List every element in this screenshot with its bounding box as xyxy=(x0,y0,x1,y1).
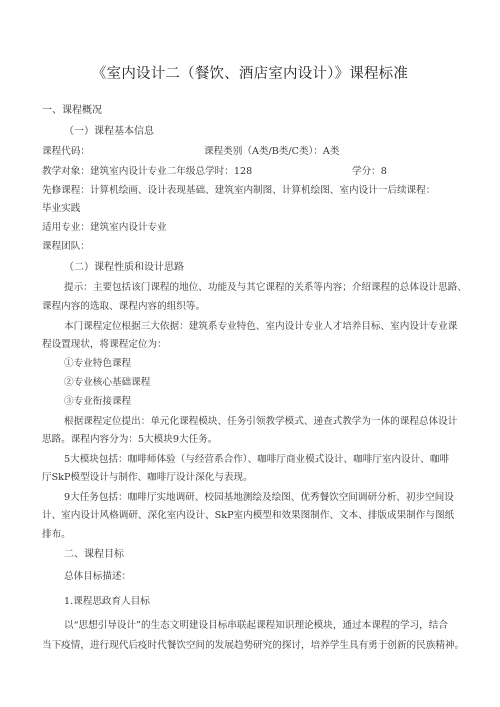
overall-goal-label: 总体目标描述： xyxy=(64,571,132,582)
positioning-item-2: ②专业核心基础课程 xyxy=(64,377,151,388)
design-line-1: 根据课程定位提出：单元化课程模块、任务引领教学模式、递查式教学为一体的课程总体设计 xyxy=(64,416,458,427)
applicable-major: 适用专业：建筑室内设计专业 xyxy=(42,222,167,233)
goal-1-heading: 1.课程思政育人目标 xyxy=(64,596,150,607)
section-heading-overview: 一、课程概况 xyxy=(42,105,102,116)
prerequisite-line-2: 毕业实践 xyxy=(42,203,81,214)
modules-line-2: 厅SkP模型设计与制作、咖啡厅设计深化与表现。 xyxy=(42,472,253,483)
credits: 学分：8 xyxy=(352,166,387,177)
course-team: 课程团队： xyxy=(42,241,90,252)
positioning-item-3: ③专业衔接课程 xyxy=(64,396,132,407)
positioning-line-1: 本门课程定位根据三大依据：建筑系专业特色、室内设计专业人才培养目标、室内设计专业课 xyxy=(64,321,458,332)
teaching-target: 教学对象：建筑室内设计专业二年级总学时：128 xyxy=(42,166,253,177)
ideology-line-2: 当下疫情，进行现代后疫时代餐饮空间的发展趋势研究的探讨，培养学生具有勇于创新的民族精神。 xyxy=(42,640,465,651)
tasks-line-2: 计、室内设计风格调研、深化室内设计、SkP室内模型和效果图制作、文本、排版成果制作与图纸 xyxy=(42,510,455,521)
modules-line-1: 5大模块包括：咖啡师体验（与经营系合作）、咖啡厅商业模式设计、咖啡厅室内设计、咖啡 xyxy=(64,454,450,465)
hint-line-2: 课程内容的选取、课程内容的组织等。 xyxy=(42,301,206,312)
prerequisite-line-1: 先修课程：计算机绘画、设计表现基础、建筑室内制图、计算机绘图、室内设计一后续课程： xyxy=(42,185,436,196)
design-line-2: 思路。课程内容分为：5大模块9大任务。 xyxy=(42,434,218,445)
tasks-line-3: 排布。 xyxy=(42,529,71,540)
course-type: 课程类别（A类/B类/C类）：A类 xyxy=(204,146,340,157)
positioning-item-1: ①专业特色课程 xyxy=(64,358,132,369)
section-heading-goals: 二、课程目标 xyxy=(64,549,124,560)
subsection-heading-nature: （二）课程性质和设计思路 xyxy=(64,262,184,273)
tasks-line-1: 9大任务包括：咖啡厅实地调研、校园基地测绘及绘图、优秀餐饮空间调研分析、初步空间设 xyxy=(64,492,454,503)
positioning-line-2: 程设置现状，将课程定位为： xyxy=(42,339,167,350)
document-title: 《室内设计二（餐饮、酒店室内设计）》课程标准 xyxy=(91,66,409,82)
hint-line-1: 提示：主要包括该门课程的地位、功能及与其它课程的关系等内容；介绍课程的总体设计思路、 xyxy=(64,282,467,293)
course-code-label: 课程代码： xyxy=(42,146,90,157)
subsection-heading-basic-info: （一）课程基本信息 xyxy=(64,126,154,137)
ideology-line-1: 以“思想引导设计”的生态文明建设目标串联起课程知识理论模块，通过本课程的学习，结合 xyxy=(64,620,448,631)
